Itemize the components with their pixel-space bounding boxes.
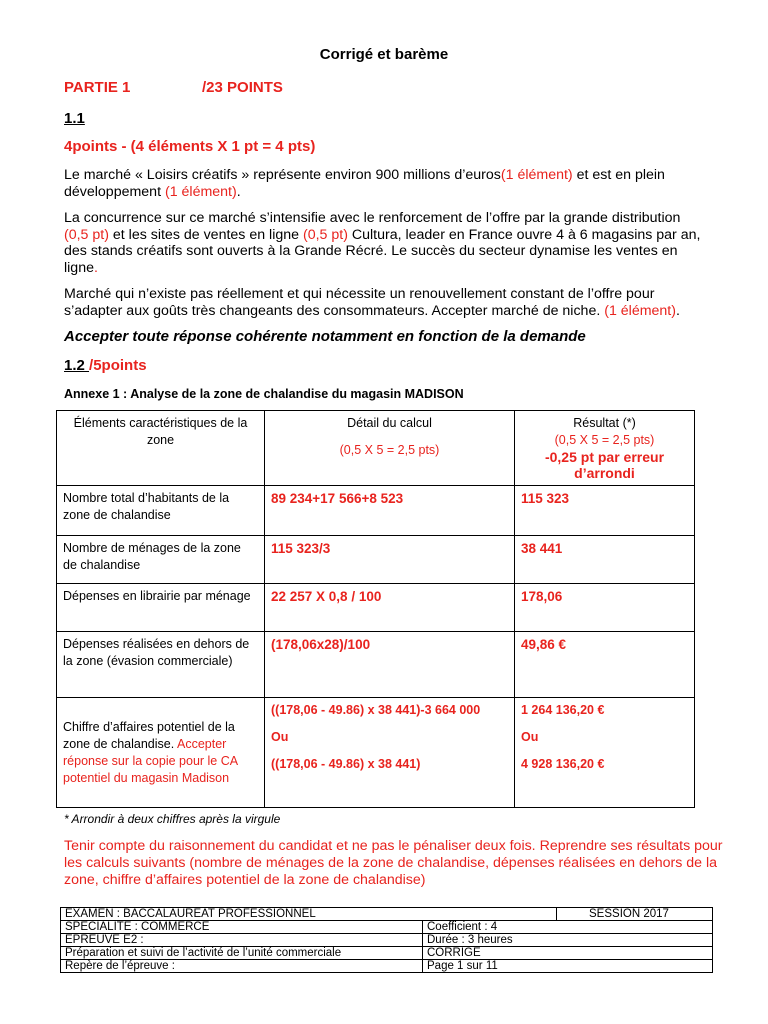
- row-result: 178,06: [515, 584, 695, 632]
- paragraph-text: Cultura, leader en France ouvre 4 à 6 magasins par an, des stands créatifs sont ouverts à la Grande Récré. Le succès du secteur dynamise les ventes en ligne: [64, 226, 701, 276]
- header-calcul: [265, 411, 515, 486]
- table-row: [57, 584, 695, 632]
- footer-repere: Repère de l’épreuve :: [61, 960, 423, 973]
- row-label: Dépenses en librairie par ménage: [57, 584, 265, 632]
- grading-note: (1 élément): [500, 167, 573, 183]
- footnote: * Arrondir à deux chiffres après la virgule: [64, 812, 281, 826]
- accept-note: Accepter toute réponse cohérente notamment en fonction de la demande: [64, 328, 586, 345]
- header-rounding-note: -0,25 pt par erreur d’arrondi: [544, 449, 665, 481]
- table-row-last: [57, 698, 695, 808]
- footer-specialite: SPÉCIALITÉ : COMMERCE: [61, 921, 423, 934]
- annexe-title: Annexe 1 : Analyse de la zone de chalandise du magasin MADISON: [64, 387, 464, 401]
- row-calc: 89 234+17 566+8 523: [265, 486, 515, 536]
- grading-note: (1 élément): [604, 302, 676, 319]
- footer-session: SESSION 2017: [557, 908, 713, 921]
- paragraph-text: .: [236, 183, 241, 200]
- grading-instruction: Tenir compte du raisonnement du candidat et ne pas le pénaliser deux fois. Reprendre ses résultats pour les calculs suivants (nombre de ménages de la zone de chalandise, dépenses réalisées en dehors de la zone, chiffre d’affaires potentiel de la zone de chalandise): [64, 838, 723, 888]
- row-label: [57, 698, 265, 808]
- table-row: [57, 486, 695, 536]
- row-label-note: Accepter réponse sur la copie pour le CA potentiel du magasin Madison: [63, 736, 238, 785]
- row-result: 115 323: [515, 486, 695, 536]
- grading-note: (0,5 pt): [302, 226, 348, 243]
- footer-row: [61, 921, 713, 934]
- paragraph-text: .: [675, 302, 680, 319]
- row-label-text: Chiffre d’affaires potentiel de la zone de chalandise.: [63, 719, 235, 751]
- paragraph-marche: [64, 167, 704, 200]
- table-header-row: [57, 411, 695, 486]
- row-calc: (178,06x28)/100: [265, 632, 515, 698]
- paragraph-text: Le marché « Loisirs créatifs » représente environ 900 millions d’euros: [64, 167, 501, 183]
- result-option-2: 4 928 136,20 €: [521, 757, 605, 771]
- paragraph-text: et les sites de ventes en ligne: [108, 226, 303, 243]
- section-1-1-heading: 1.1: [64, 110, 85, 127]
- section-1-2-number: 1.2: [64, 357, 90, 374]
- row-result: [515, 698, 695, 808]
- row-result: 49,86 €: [515, 632, 695, 698]
- section-1-2-heading: [64, 357, 147, 374]
- header-elements: [57, 411, 265, 486]
- calc-or: Ou: [271, 730, 289, 744]
- calc-option-2: ((178,06 - 49.86) x 38 441): [271, 757, 421, 771]
- header-text: Éléments caractéristiques de la zone: [73, 416, 248, 447]
- row-label: Dépenses réalisées en dehors de la zone (évasion commerciale): [57, 632, 265, 698]
- footer-intitule: Préparation et suivi de l’activité de l’unité commerciale: [61, 947, 423, 960]
- table-row: [57, 536, 695, 584]
- footer-coefficient: Coefficient : 4: [423, 921, 713, 934]
- footer-duree: Durée : 3 heures: [423, 934, 713, 947]
- row-calc: 115 323/3: [265, 536, 515, 584]
- row-calc: [265, 698, 515, 808]
- section-1-1-points: 4points - (4 éléments X 1 pt = 4 pts): [64, 138, 316, 155]
- footer-row: [61, 908, 713, 921]
- footer-row: [61, 934, 713, 947]
- header-points: (0,5 X 5 = 2,5 pts): [554, 433, 655, 447]
- grading-note: (0,5 pt): [64, 226, 109, 243]
- result-or: Ou: [521, 730, 539, 744]
- paragraph-concurrence: [64, 210, 704, 276]
- footer-exam: EXAMEN : BACCALAURÉAT PROFESSIONNEL: [61, 908, 557, 921]
- row-result: 38 441: [515, 536, 695, 584]
- paragraph-text: et est en plein développement: [64, 167, 665, 200]
- paragraph-text: Marché qui n’existe pas réellement et qui nécessite un renouvellement constant de l’offre pour s’adapter aux goûts très changeants des consommateurs. Accepter marché de niche.: [64, 286, 655, 319]
- paragraph-text: La concurrence sur ce marché s’intensifie avec le renforcement de l’offre par la grande distribution: [64, 210, 681, 226]
- footer-epreuve: ÉPREUVE E2 :: [61, 934, 423, 947]
- header-text: Détail du calcul: [347, 416, 432, 430]
- footer-page: Page 1 sur 11: [423, 960, 713, 973]
- partie-points: /23 POINTS: [202, 79, 283, 96]
- section-1-2-points: /5points: [89, 357, 147, 374]
- header-resultat: [515, 411, 695, 486]
- grading-note: (1 élément): [164, 183, 237, 200]
- footer-row: [61, 960, 713, 973]
- partie-label: PARTIE 1: [64, 79, 131, 96]
- header-points: (0,5 X 5 = 2,5 pts): [339, 443, 440, 457]
- result-option-1: 1 264 136,20 €: [521, 703, 605, 717]
- partie-heading: [64, 79, 283, 96]
- footer-row: [61, 947, 713, 960]
- page-title: Corrigé et barème: [319, 46, 449, 63]
- header-text: Résultat (*): [573, 416, 636, 430]
- exam-footer-table: [60, 907, 713, 973]
- footer-corrige: CORRIGE: [423, 947, 713, 960]
- calc-option-1: ((178,06 - 49.86) x 38 441)-3 664 000: [271, 703, 481, 717]
- row-label: Nombre total d’habitants de la zone de chalandise: [57, 486, 265, 536]
- paragraph-niche: [64, 286, 704, 319]
- table-row: [57, 632, 695, 698]
- row-calc: 22 257 X 0,8 / 100: [265, 584, 515, 632]
- zone-chalandise-table: [56, 410, 695, 808]
- row-label: Nombre de ménages de la zone de chalandise: [57, 536, 265, 584]
- grading-note: .: [93, 259, 98, 276]
